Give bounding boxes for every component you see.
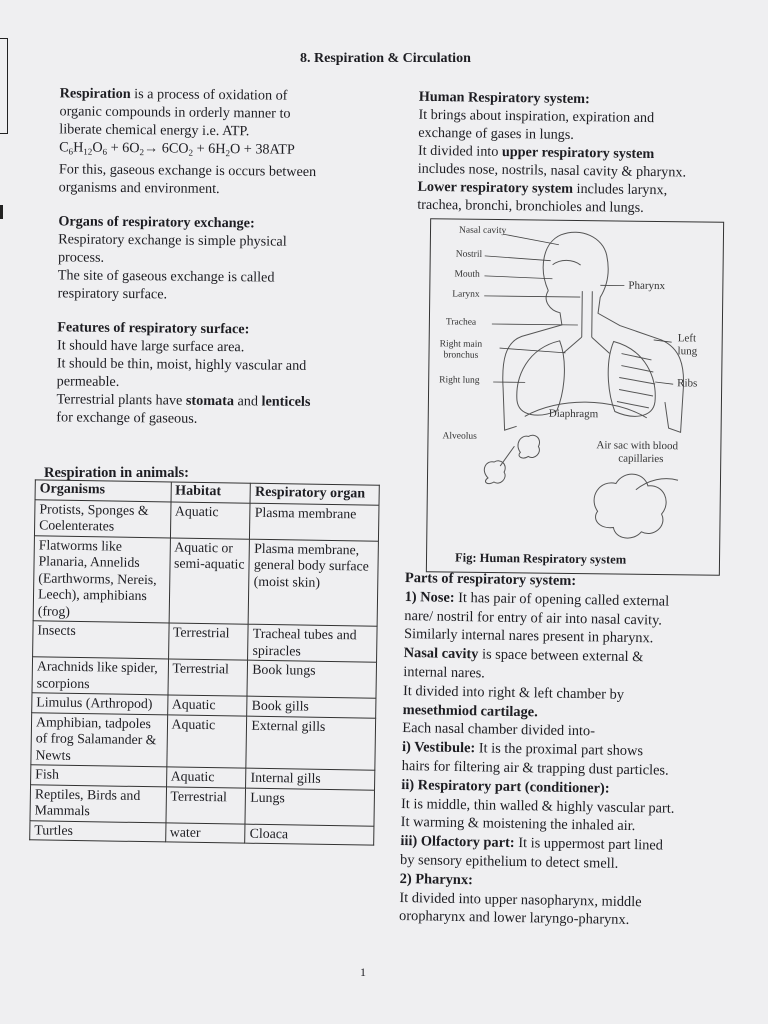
head-body-outline (541, 232, 685, 433)
label-pharynx: Pharynx (628, 279, 666, 293)
margin-tick (0, 205, 3, 219)
olfactory-line-2: by sensory epithelium to detect smell. (399, 851, 619, 872)
organs-heading: Organs of respiratory exchange: (58, 213, 255, 232)
eq-part: + 6O (107, 139, 140, 157)
nose-line-2: nare/ nostril for entry of air into nasal cavity. (404, 607, 663, 629)
parts-text: It is the proximal part shows (475, 740, 644, 760)
table-row (33, 621, 378, 662)
table-cell: Reptiles, Birds and Mammals (30, 784, 166, 822)
eq-sub: 6 (102, 146, 108, 157)
human-line-2: exchange of gases in lungs. (418, 124, 575, 143)
human-resp-heading: Human Respiratory system: (418, 88, 590, 108)
eq-sub: 2 (139, 147, 145, 158)
vestibule-term: i) Vestibule: (401, 739, 476, 757)
label-diaphragm: Diaphragm (548, 407, 599, 421)
air-sac-shape (594, 474, 667, 539)
table-cell: Terrestrial (168, 659, 248, 696)
pharynx-line-3: oropharynx and lower laryngo-pharynx. (398, 908, 630, 929)
respiration-animals-table (29, 479, 380, 845)
label-line (500, 348, 566, 353)
table-cell: Amphibian, tadpoles of frog Salamander & Newts (31, 712, 167, 767)
table-cell: Book gills (247, 696, 376, 718)
upper-resp-term: upper respiratory system (501, 143, 655, 163)
intro-line-2: organic compounds in orderly manner to (59, 103, 291, 122)
label-line (503, 234, 559, 245)
margin-bracket (0, 38, 8, 134)
label-line (485, 256, 551, 261)
trachea-shape (582, 291, 593, 337)
label-alveolus: Alveolus (442, 431, 477, 442)
table-cell: Flatworms like Planaria, Annelids (Earthworms, Nereis, Leech), amphibians (frog) (33, 535, 170, 623)
organs-line-4: respiratory surface. (57, 285, 168, 303)
divided-line-2: mesethmiod cartilage. (402, 701, 538, 720)
label-line (484, 276, 552, 279)
stomata-term: stomata (185, 392, 235, 410)
table-row (31, 712, 376, 770)
features-line-1: It should have large surface area. (56, 337, 245, 356)
table-cell: Turtles (30, 820, 166, 842)
table-header: Organisms (35, 480, 171, 502)
pharynx-heading: 2) Pharynx: (399, 870, 474, 888)
label-larynx: Larynx (452, 289, 480, 300)
table-cell: Plasma membrane (250, 503, 379, 541)
parts-text: It is uppermost part lined (514, 835, 664, 854)
parts-text: is space between external & (478, 646, 644, 666)
label-trachea: Trachea (445, 317, 477, 328)
olfactory-term: iii) Olfactory part: (400, 833, 515, 852)
table-row (34, 499, 379, 540)
air-sac-tube (636, 478, 678, 490)
nasal-cavity-term: Nasal cavity (403, 645, 479, 663)
right-column-top (417, 88, 739, 218)
organs-line-3: The site of gaseous exchange is called (57, 267, 275, 286)
table-cell: Book lungs (247, 660, 376, 698)
features-heading: Features of respiratory surface: (57, 319, 250, 338)
human-line-1: It brings about inspiration, expiration and (418, 106, 655, 127)
intro-line-5: For this, gaseous exchange is occurs between (58, 161, 317, 181)
table-cell: Arachnids like spider, scorpions (32, 657, 168, 695)
lenticels-term: lenticels (261, 393, 311, 410)
right-column-bottom (399, 569, 750, 932)
eq-sub: 12 (83, 146, 93, 157)
respiratory-part-line-3: It warming & moistening the inhaled air. (400, 814, 636, 835)
eq-sub: 2 (225, 148, 231, 159)
features-line-5: for exchange of gaseous. (56, 409, 198, 427)
vestibule-line-2: hairs for filtering air & trapping dust particles. (401, 757, 669, 779)
table-cell: Internal gills (246, 768, 375, 790)
respiratory-part-heading: ii) Respiratory part (conditioner): (401, 776, 610, 797)
label-line (484, 296, 580, 297)
label-left-lung-1: Left (677, 332, 697, 345)
figure-caption: Fig: Human Respiratory system (454, 550, 627, 567)
lower-resp-term: Lower respiratory system (417, 178, 574, 197)
eq-part: → 6CO (143, 140, 189, 157)
label-line (655, 382, 673, 384)
eq-sub: 6 (68, 146, 74, 157)
eq-part: H (73, 139, 84, 156)
table-cell: water (165, 822, 245, 843)
table-header: Habitat (171, 482, 251, 503)
label-mouth: Mouth (454, 269, 480, 280)
table-cell: Protists, Sponges & Coelenterates (34, 499, 170, 537)
features-text: and (233, 393, 262, 410)
table-header: Respiratory organ (250, 483, 379, 505)
table-cell: Cloaca (245, 824, 374, 846)
eq-part: O + 38ATP (229, 141, 295, 158)
table-cell: Fish (31, 765, 167, 787)
intro-text: is a process of oxidation of (130, 86, 288, 104)
table-cell: Terrestrial (168, 623, 248, 660)
ribs-shape (617, 354, 656, 408)
organs-line-2: process. (57, 249, 105, 266)
each-chamber-line: Each nasal chamber divided into- (402, 720, 596, 740)
label-right-lung: Right lung (439, 375, 480, 386)
bronchiole-shape (500, 446, 514, 466)
label-ribs: Ribs (677, 377, 698, 390)
features-line-2: It should be thin, moist, highly vascular and (56, 355, 307, 374)
respiration-term: Respiration (59, 85, 131, 103)
table-cell: Aquatic (167, 695, 247, 716)
label-right-main-bronchus-2: bronchus (443, 350, 479, 361)
features-text: Terrestrial plants have (56, 391, 186, 409)
table-cell: Aquatic (170, 501, 250, 538)
animals-heading: Respiration in animals: (44, 465, 190, 481)
table-cell: Aquatic or semi-aquatic (169, 537, 250, 624)
left-column (56, 84, 380, 429)
divided-line-1: It divided into right & left chamber by (402, 682, 625, 703)
table-cell: Terrestrial (166, 786, 246, 823)
respiratory-part-line-2: It is middle, thin walled & highly vascular part. (400, 795, 675, 817)
label-air-sac-2: capillaries (618, 452, 664, 466)
table-cell: Aquatic (166, 714, 247, 768)
table-cell: Insects (33, 621, 169, 659)
label-nostril: Nostril (455, 249, 483, 260)
label-nasal-cavity: Nasal cavity (458, 225, 507, 237)
eq-part: C (59, 139, 69, 156)
table-row (33, 535, 378, 626)
page-title: 8. Respiration & Circulation (300, 51, 471, 66)
table-cell: Aquatic (166, 767, 246, 788)
table-cell: Plasma membrane, general body surface (moist skin) (249, 539, 379, 627)
pharynx-line-2: It divided into upper nasopharynx, middle (399, 889, 642, 910)
bronchi-shape (564, 337, 610, 354)
human-text: includes larynx, (572, 180, 668, 199)
human-text: It divided into (417, 142, 503, 160)
intro-line-6: organisms and environment. (58, 179, 220, 198)
table-row (30, 784, 375, 825)
page-number: 1 (360, 965, 366, 979)
nasal-line-2: internal nares. (403, 663, 485, 682)
nose-term: 1) Nose: (404, 588, 455, 606)
table-cell: External gills (246, 716, 375, 771)
eq-part: O (92, 139, 103, 156)
table-cell: Limulus (Arthropod) (32, 693, 168, 715)
parts-text: It has pair of opening called external (454, 589, 670, 610)
eq-sub: 2 (188, 147, 194, 158)
intro-line-3: liberate chemical energy i.e. ATP. (59, 121, 250, 140)
features-line-3: permeable. (56, 373, 120, 390)
eq-part: + 6H (193, 140, 226, 158)
table-row (32, 657, 377, 698)
label-air-sac-1: Air sac with blood (596, 439, 679, 453)
respiratory-system-figure (426, 218, 724, 576)
human-line-6: trachea, bronchi, bronchioles and lungs. (417, 196, 644, 216)
label-right-main-bronchus-1: Right main (439, 339, 483, 350)
human-line-4: includes nose, nostrils, nasal cavity & pharynx. (417, 160, 687, 181)
parts-heading: Parts of respiratory system: (404, 570, 577, 590)
table-row (30, 820, 374, 845)
organs-line-1: Respiratory exchange is simple physical (58, 231, 287, 250)
table-cell: Tracheal tubes and spiracles (248, 624, 377, 662)
nose-line-3: Similarly internal nares present in pharynx. (403, 626, 654, 647)
label-line (492, 324, 578, 325)
label-left-lung-2: lung (677, 345, 698, 358)
table-cell: Lungs (245, 788, 374, 826)
nasal-cavity-shape (553, 260, 581, 265)
alveolus-shape (518, 435, 540, 458)
